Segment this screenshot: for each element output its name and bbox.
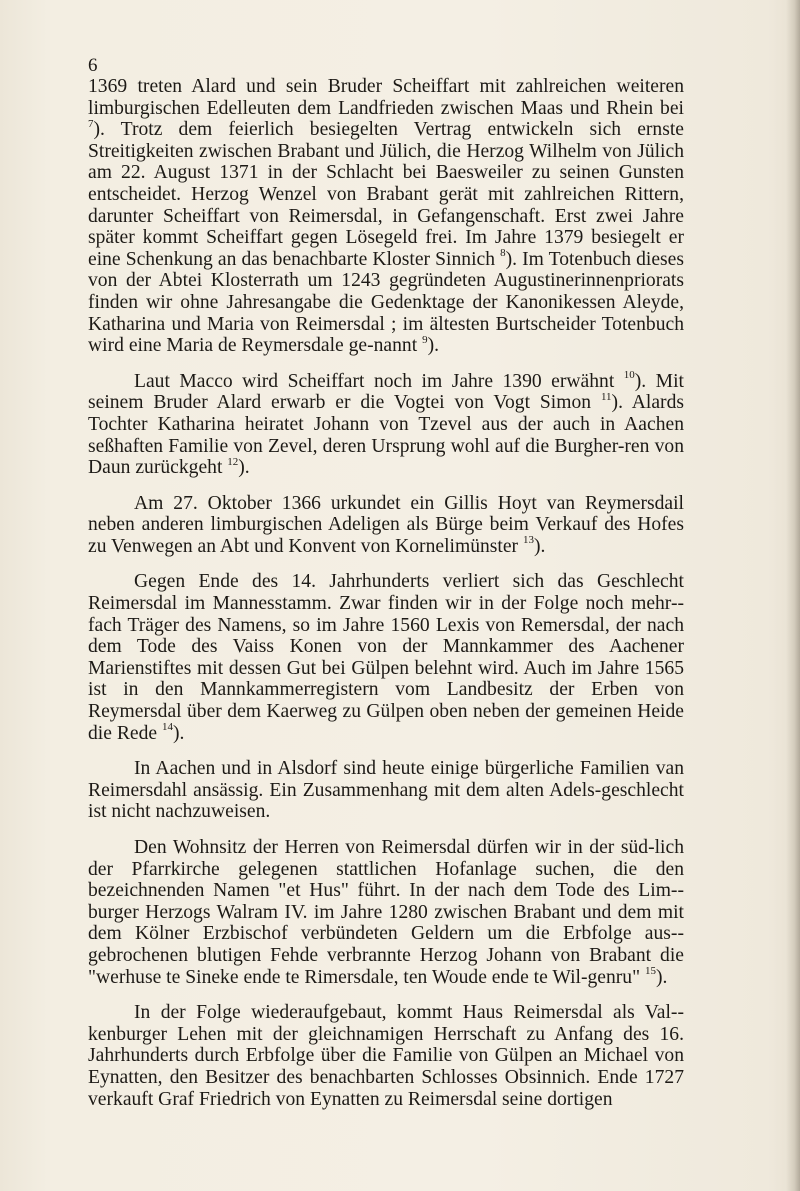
text-run: Laut Macco wird Scheiffart noch im Jahre 1390 erwähnt [134,370,624,392]
paragraph [88,1002,684,1110]
text-run: ). Alards Tochter Katharina heiratet Johann von Tzevel aus der auch in Aachen seßhaften Familie von Zevel, deren Ursprung wohl auf die Burgher-ren von Daun zurückgeht [88,392,684,479]
paragraph [88,758,684,823]
footnote-ref: 10 [623,369,635,382]
text-run: ). Im Totenbuch dieses von der Abtei Klosterrath um 1243 gegründeten Augustinerinnenpriorats finden wir ohne Jahresangabe die Gedenktage der Kanonikessen Aleyde, Katharina und Maria von Reimersdal ; im ältesten Burtscheider Totenbuch wird eine Maria de Reymersdale ge-nannt [88,248,684,357]
footnote-ref: 14 [162,721,173,734]
page-edge-shadow [786,0,800,1191]
text-run: ). [427,335,439,357]
text-run: ). [173,722,185,744]
text-run: ). [238,457,250,479]
footnote-ref: 9 [422,333,428,346]
paragraph [88,493,684,558]
page-text [88,56,684,1124]
text-run: In Aachen und in Alsdorf sind heute einige bürgerliche Familien van Reimersdahl ansässig. Ein Zusammenhang mit dem alten Adels-geschlecht ist nicht nachzuweisen. [88,758,684,823]
text-run: Gegen Ende des 14. Jahrhunderts verliert sich das Geschlecht Reimersdal im Mannesstamm. Zwar finden wir in der Folge noch mehr-fach Träger des Namens, so im Jahre 1560 Lexis von Remersdal, der nach dem Tode des Vaiss Konen von der Mannkammer des Aachener Marienstiftes mit dessen Gut bei Gülpen belehnt wird. Auch im Jahre 1565 ist in den Mannkammerregistern vom Landbesitz der Erben von Reymersdal über dem Kaerweg zu Gülpen oben neben der gemeinen Heide die Rede [88,571,684,744]
footnote-ref: 12 [227,455,239,468]
footnote-ref: 7 [88,117,94,130]
text-run: ). [533,535,546,557]
paragraph [88,837,684,988]
paragraph [88,571,684,744]
text-run: ). [656,966,668,988]
page-number: 6 [88,55,98,76]
text-run: 1369 treten Alard und sein Bruder Scheiffart mit zahlreichen weiteren limburgischen Edelleuten dem Landfrieden zwischen Maas und Rhein bei [88,76,684,119]
paragraph [88,76,684,357]
paragraph [88,371,684,479]
footnote-ref: 11 [600,390,612,403]
footnote-ref: 15 [645,965,656,978]
text-run: ). Trotz dem feierlich besiegelten Vertrag entwickeln sich ernste Streitigkeiten zwischen Brabant und Jülich, die Herzog Wilhelm von Jülich am 22. August 1371 in der Schlacht bei Baesweiler zu seinen Gunsten entscheidet. Herzog Wenzel von Brabant gerät mit zahlreichen Rittern, darunter Scheiffart von Reimersdal, in Gefangenschaft. Erst zwei Jahre später kommt Scheiffart gegen Lösegeld frei. Im Jahre 1379 besiegelt er eine Schenkung an das benachbarte Kloster Sinnich [88,119,684,270]
text-run: ). Mit seinem Bruder Alard erwarb er die Vogtei von Vogt Simon [88,370,684,414]
text-run: In der Folge wiederaufgebaut, kommt Haus Reimersdal als Val-kenburger Lehen mit der gleichnamigen Herrschaft zu Anfang des 16. Jahrhunderts durch Erbfolge über die Familie von Gülpen an Michael von Eynatten, den Besitzer des benachbarten Schlosses Obsinnich. Ende 1727 verkauft Graf Friedrich von Eynatten zu Reimersdal seine dortigen [88,1002,684,1110]
footnote-ref: 8 [500,247,506,260]
footnote-ref: 13 [522,534,534,547]
text-run: Am 27. Oktober 1366 urkundet ein Gillis Hoyt van Reymersdail neben anderen limburgischen Adeligen als Bürge beim Verkauf des Hofes zu Venwegen an Abt und Konvent von Kornelimünster [88,492,684,557]
text-run: Den Wohnsitz der Herren von Reimersdal dürfen wir in der süd-lich der Pfarrkirche gelegenen stattlichen Hofanlage suchen, die den bezeichnenden Namen "et Hus" führt. In der nach dem Tode des Lim-burger Herzogs Walram IV. im Jahre 1280 zwischen Brabant und dem mit dem Kölner Erzbischof verbündeten Geldern um die Erbfolge aus-gebrochenen blutigen Fehde verbrannte Herzog Johann von Brabant die "werhuse te Sineke ende te Rimersdale, ten Woude ende te Wil-genru" [88,837,684,988]
